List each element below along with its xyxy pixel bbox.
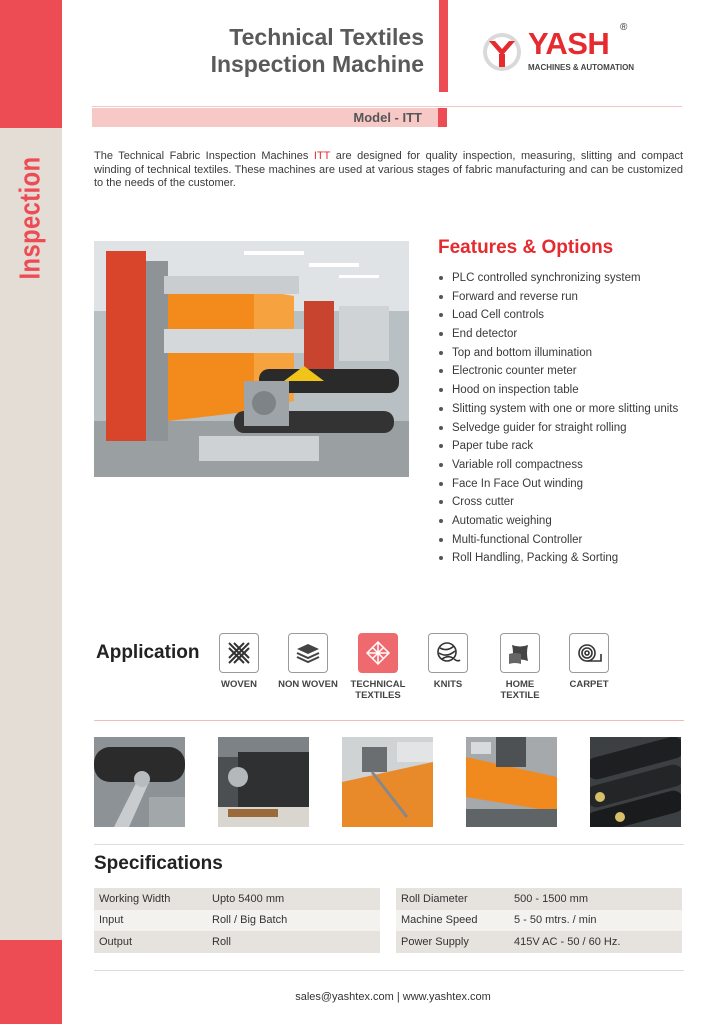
spec-value: Roll / Big Batch <box>207 910 380 932</box>
spec-value: Roll <box>207 931 380 953</box>
title-line-1: Technical Textiles <box>229 24 424 50</box>
model-bar-accent <box>438 108 447 127</box>
technical-textiles-icon <box>358 633 398 673</box>
footer-divider <box>94 970 684 971</box>
application-technical-textiles <box>338 633 418 701</box>
feature-item: Face In Face Out winding <box>438 475 678 494</box>
carpet-roll-icon <box>569 633 609 673</box>
spec-key: Output <box>94 931 207 953</box>
spec-value: 5 - 50 mtrs. / min <box>509 910 682 932</box>
application-label: NON WOVEN <box>278 679 338 690</box>
application-label: TECHNICAL TEXTILES <box>350 679 406 701</box>
feature-item: PLC controlled synchronizing system <box>438 269 678 288</box>
spec-key: Working Width <box>94 888 207 910</box>
sidebar-bottom-block <box>0 940 62 1024</box>
spec-value: Upto 5400 mm <box>207 888 380 910</box>
registered-mark: ® <box>620 22 628 33</box>
feature-item: Forward and reverse run <box>438 288 678 307</box>
feature-item: Selvedge guider for straight rolling <box>438 419 678 438</box>
yash-logo-mark-icon <box>482 32 522 72</box>
spec-row <box>94 931 380 953</box>
sidebar-label: Inspection <box>14 156 47 280</box>
specifications-title: Specifications <box>94 853 223 874</box>
intro-text-start: The Technical Fabric Inspection Machines <box>94 150 314 162</box>
title-line-2: Inspection Machine <box>210 51 424 77</box>
spec-row <box>396 888 682 910</box>
thumbnail-photo-2 <box>218 737 309 827</box>
machine-photo <box>94 241 409 477</box>
section-divider <box>94 844 684 845</box>
application-non-woven <box>268 633 348 690</box>
model-label: Model - ITT <box>353 110 422 125</box>
thumbnail-photo-5 <box>590 737 681 827</box>
spec-table-left <box>94 888 380 953</box>
features-title: Features & Options <box>438 237 614 258</box>
feature-item: Variable roll compactness <box>438 456 678 475</box>
spec-row <box>396 910 682 932</box>
spec-value: 500 - 1500 mm <box>509 888 682 910</box>
spec-key: Roll Diameter <box>396 888 509 910</box>
application-label: CARPET <box>569 679 609 690</box>
application-label: KNITS <box>433 679 463 690</box>
intro-text-end: are designed for quality inspection, measuring, slitting and compact winding of technical textiles. These machines are used at various stages of fabric manufacturing and can be customized to the needs of the customer. <box>94 150 683 189</box>
footer-contact[interactable]: sales@yashtex.com | www.yashtex.com <box>295 991 491 1003</box>
feature-item: Hood on inspection table <box>438 381 678 400</box>
logo-subtitle: MACHINES & AUTOMATION <box>528 63 635 72</box>
spec-row <box>396 931 682 953</box>
feature-item: Load Cell controls <box>438 306 678 325</box>
model-rule <box>92 106 682 107</box>
feature-item: End detector <box>438 325 678 344</box>
feature-item: Top and bottom illumination <box>438 344 678 363</box>
feature-item: Roll Handling, Packing & Sorting <box>438 549 678 568</box>
spec-key: Power Supply <box>396 931 509 953</box>
feature-item: Multi-functional Controller <box>438 531 678 550</box>
woven-icon <box>219 633 259 673</box>
header-divider <box>439 0 448 92</box>
spec-row <box>94 910 380 932</box>
thumbnail-photo-3 <box>342 737 433 827</box>
application-label: WOVEN <box>221 679 257 690</box>
section-divider <box>94 720 684 721</box>
page-title <box>211 24 424 78</box>
spec-row <box>94 888 380 910</box>
application-label: HOME TEXTILE <box>500 679 540 701</box>
pillow-icon <box>500 633 540 673</box>
intro-model-highlight: ITT <box>313 150 331 162</box>
spec-key: Machine Speed <box>396 910 509 932</box>
logo-name: YASH <box>528 26 610 61</box>
application-knits <box>408 633 488 690</box>
feature-item: Automatic weighing <box>438 512 678 531</box>
spec-value: 415V AC - 50 / 60 Hz. <box>509 931 682 953</box>
spec-table-right <box>396 888 682 953</box>
yarn-ball-icon <box>428 633 468 673</box>
feature-item: Electronic counter meter <box>438 362 678 381</box>
feature-item: Cross cutter <box>438 493 678 512</box>
application-home-textile <box>480 633 560 701</box>
spec-key: Input <box>94 910 207 932</box>
intro-paragraph <box>94 150 683 191</box>
thumbnail-photo-1 <box>94 737 185 827</box>
features-list <box>438 269 678 568</box>
application-title: Application <box>96 642 200 663</box>
yash-logo <box>478 22 638 74</box>
application-woven <box>199 633 279 690</box>
feature-item: Slitting system with one or more slitting units <box>438 400 678 419</box>
application-carpet <box>549 633 629 690</box>
thumbnail-photo-4 <box>466 737 557 827</box>
sidebar-top-block <box>0 0 62 128</box>
feature-item: Paper tube rack <box>438 437 678 456</box>
non-woven-icon <box>288 633 328 673</box>
